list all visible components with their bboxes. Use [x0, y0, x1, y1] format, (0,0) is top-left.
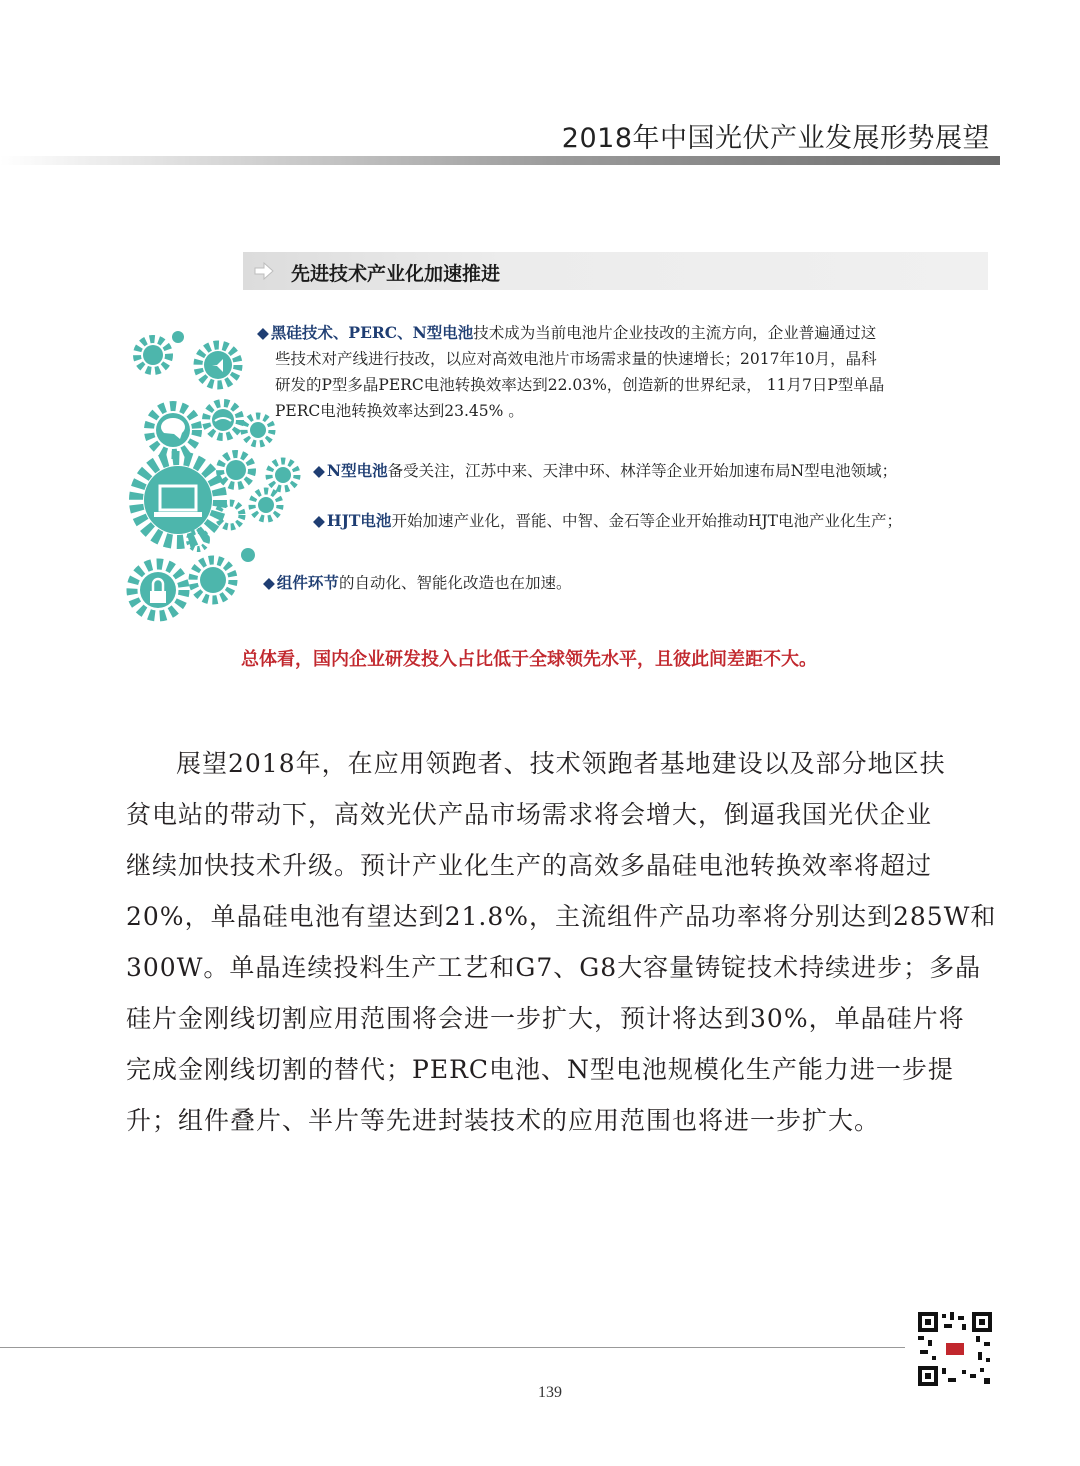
diamond-bullet-icon: ◆: [257, 324, 269, 342]
arrow-right-icon: [253, 260, 275, 282]
bullet-text: 技术成为当前电池片企业技改的主流方向，企业普遍通过这: [473, 324, 877, 342]
bullet-item: [313, 458, 897, 484]
page-number: 139: [538, 1384, 562, 1401]
bullet-text: 的自动化、智能化改造也在加速。: [338, 574, 572, 592]
bullet-lead: N型电池: [326, 461, 388, 480]
bullet-item: [313, 508, 902, 534]
bullet-text: 研发的P型多晶PERC电池转换效率达到22.03%，创造新的世界纪录， 11月7日P型单晶: [275, 376, 885, 394]
summary-statement: 总体看，国内企业研发投入占比低于全球领先水平，且彼此间差距不大。: [241, 649, 817, 670]
body-line: 20%，单晶硅电池有望达到21.8%，主流组件产品功率将分别达到285W和: [126, 902, 997, 931]
footer-divider: [0, 1347, 905, 1348]
body-line: 升；组件叠片、半片等先进封装技术的应用范围也将进一步扩大。: [126, 1106, 881, 1135]
qr-code-icon: [918, 1312, 992, 1386]
page-header-title: 2018年中国光伏产业发展形势展望: [561, 123, 990, 154]
body-paragraph: [126, 738, 996, 1146]
body-line: 300W。单晶连续投料生产工艺和G7、G8大容量铸锭技术持续进步；多晶: [126, 953, 982, 982]
bullet-text: 备受关注，江苏中来、天津中环、林洋等企业开始加速布局N型电池领域；: [387, 462, 898, 480]
body-line: 贫电站的带动下，高效光伏产品市场需求将会增大，倒逼我国光伏企业: [126, 800, 933, 829]
bullet-text: PERC电池转换效率达到23.45% 。: [275, 402, 524, 420]
bullet-lead: 黑硅技术、PERC、N型电池: [270, 323, 474, 342]
body-line: 硅片金刚线切割应用范围将会进一步扩大，预计将达到30%，单晶硅片将: [126, 1004, 965, 1033]
body-line: 继续加快技术升级。预计产业化生产的高效多晶硅电池转换效率将超过: [126, 851, 933, 880]
diamond-bullet-icon: ◆: [263, 574, 275, 592]
bullet-item: [263, 570, 571, 596]
section-header: [243, 252, 988, 290]
header-gradient-bar: [0, 156, 1000, 165]
bullet-text: 开始加速产业化，晋能、中智、金石等企业开始推动HJT电池产业化生产；: [391, 512, 903, 530]
bullet-text: 些技术对产线进行技改，以应对高效电池片市场需求量的快速增长；2017年10月，晶科: [275, 350, 877, 368]
bullet-lead: 组件环节: [276, 573, 339, 592]
body-line: 完成金刚线切割的替代；PERC电池、N型电池规模化生产能力进一步提: [126, 1055, 954, 1084]
bullet-lead: HJT电池: [326, 511, 392, 530]
diamond-bullet-icon: ◆: [313, 462, 325, 480]
section-title: 先进技术产业化加速推进: [291, 263, 501, 285]
bullet-item: [257, 320, 884, 424]
body-line: 展望2018年，在应用领跑者、技术领跑者基地建设以及部分地区扶: [176, 749, 946, 778]
diamond-bullet-icon: ◆: [313, 512, 325, 530]
